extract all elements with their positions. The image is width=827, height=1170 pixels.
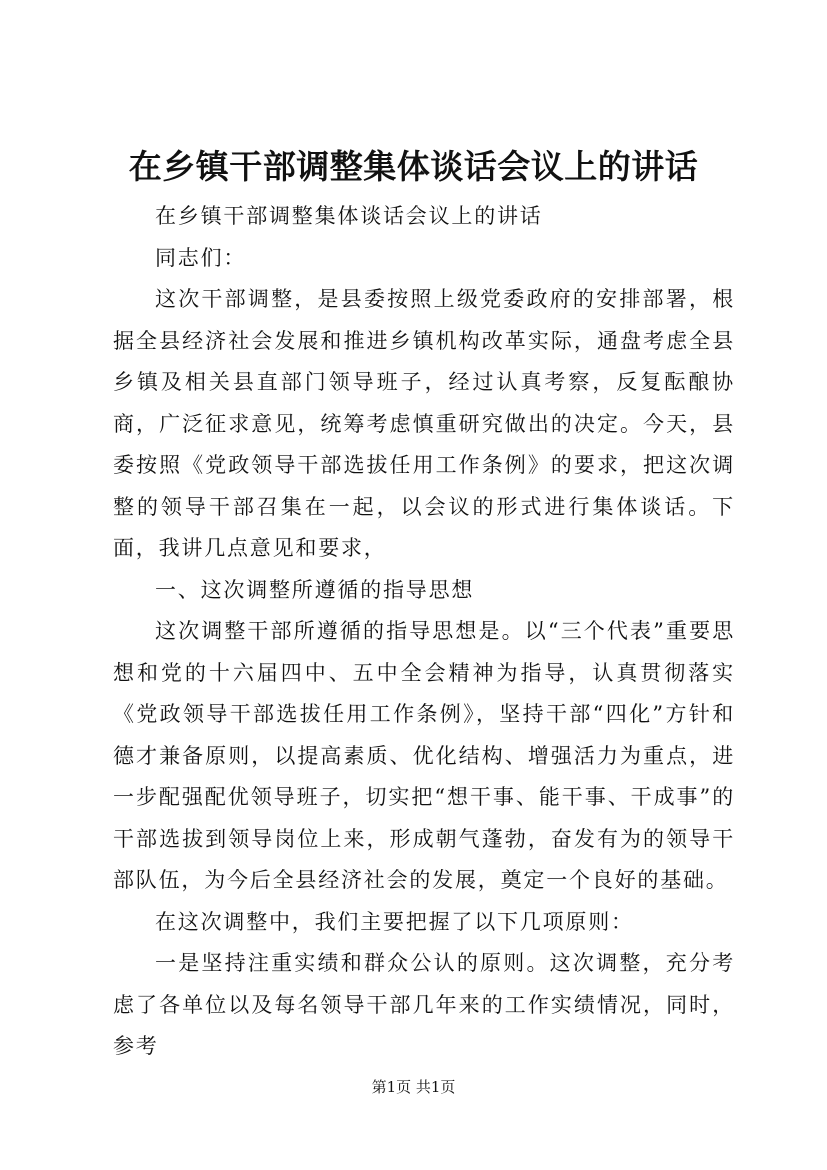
- paragraph-salutation: 同志们：: [155, 245, 247, 270]
- paragraph-principles-intro: 在这次调整中，我们主要把握了以下几项原则：: [155, 909, 634, 934]
- paragraph-subtitle: 在乡镇干部调整集体谈话会议上的讲话: [155, 204, 543, 228]
- document-title: 在乡镇干部调整集体谈话会议上的讲话: [128, 147, 699, 186]
- paragraph-principle-1: 一是坚持注重实绩和群众公认的原则。这次调整，充分考虑了各单位以及每名领导干部几年来的工作实绩情况，同时，参考: [113, 951, 735, 1058]
- paragraph-guiding-thought: 这次调整干部所遵循的指导思想是。以“三个代表”重要思想和党的十六届四中、五中全会精神为指导，认真贯彻落实《党政领导干部选拔任用工作条例》，坚持干部“四化”方针和德才兼备原则，以提高素质、优化结构、增强活力为重点，进一步配强配优领导班子，切实把“想干事、能干事、干成事”的干部选拔到领导岗位上来，形成朝气蓬勃，奋发有为的领导干部队伍，为今后全县经济社会的发展，奠定一个良好的基础。: [113, 619, 735, 892]
- document-body: [113, 196, 735, 1068]
- page-footer: 第1页 共1页: [371, 1078, 456, 1096]
- section-heading-1: 一、这次调整所遵循的指导思想: [155, 577, 475, 602]
- paragraph-intro: 这次干部调整，是县委按照上级党委政府的安排部署，根据全县经济社会发展和推进乡镇机构改革实际，通盘考虑全县乡镇及相关县直部门领导班子，经过认真考察，反复酝酿协商，广泛征求意见，统筹考虑慎重研究做出的决定。今天，县委按照《党政领导干部选拔任用工作条例》的要求，把这次调整的领导干部召集在一起，以会议的形式进行集体谈话。下面，我讲几点意见和要求，: [113, 287, 735, 560]
